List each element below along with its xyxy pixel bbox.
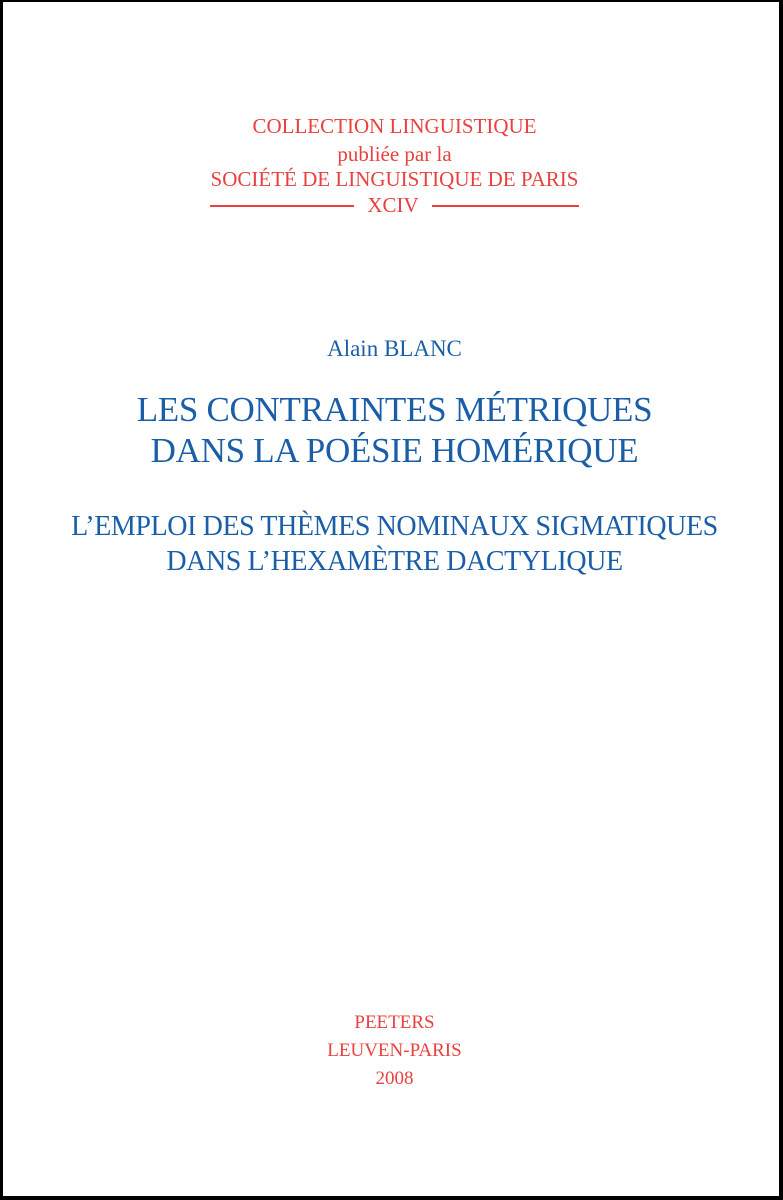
- title-line-2: DANS LA POÉSIE HOMÉRIQUE: [150, 431, 639, 470]
- series-published-by: publiée par la: [337, 142, 452, 166]
- series-number-row: [3, 193, 783, 219]
- divider-left: [210, 205, 354, 207]
- divider-right: [432, 205, 579, 207]
- title-line-1: LES CONTRAINTES MÉTRIQUES: [136, 390, 653, 429]
- publisher-name: PEETERS: [354, 1012, 435, 1033]
- publisher-place: LEUVEN-PARIS: [327, 1040, 462, 1061]
- series-society: SOCIÉTÉ DE LINGUISTIQUE DE PARIS: [210, 167, 579, 191]
- series-title: COLLECTION LINGUISTIQUE: [252, 114, 537, 138]
- subtitle-line-2: DANS L’HEXAMÈTRE DACTYLIQUE: [166, 546, 623, 577]
- publication-year: 2008: [375, 1068, 414, 1089]
- series-number: XCIV: [367, 193, 419, 217]
- subtitle-line-1: L’EMPLOI DES THÈMES NOMINAUX SIGMATIQUES: [71, 511, 718, 542]
- author-name: Alain BLANC: [327, 336, 462, 361]
